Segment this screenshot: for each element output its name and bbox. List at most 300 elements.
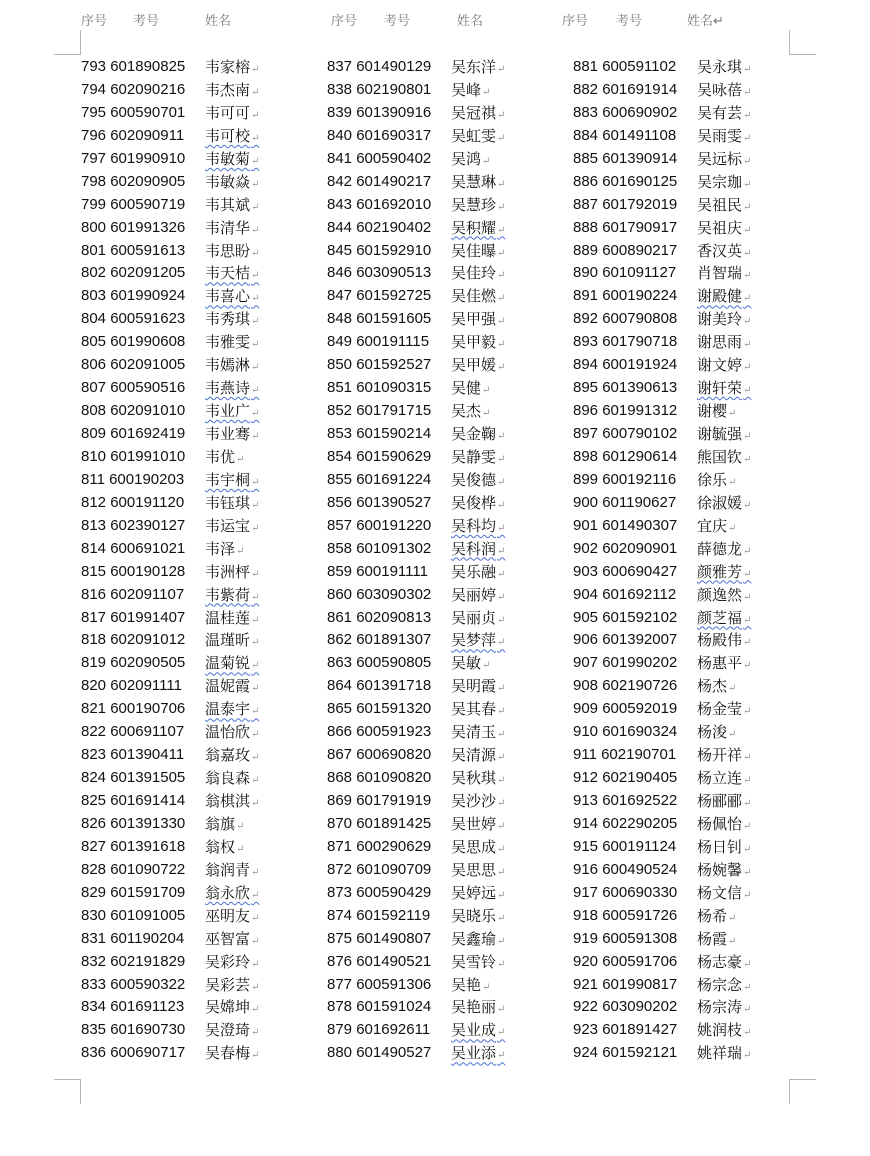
- seq-exam-number: 893 601790718: [573, 333, 678, 351]
- seq-exam-number: 868 601090820: [327, 769, 432, 787]
- seq-exam-number: 888 601790917: [573, 218, 678, 236]
- student-name: 韦业骞: [205, 425, 251, 443]
- student-name: 吴慧珍: [451, 195, 497, 214]
- seq-exam-number: 800 601991326: [81, 218, 186, 236]
- student-name: 韦敏菊: [205, 149, 251, 168]
- student-name: 吴俊桦: [451, 493, 497, 512]
- seq-exam-number: 903 600690427: [573, 562, 678, 580]
- paragraph-mark-icon: ↵: [251, 775, 260, 787]
- student-name: 韦清华: [205, 218, 251, 237]
- paragraph-mark-icon: ↵: [497, 683, 506, 695]
- student-name: 杨文信: [697, 883, 743, 902]
- student-name: 吴丽贞: [451, 608, 497, 627]
- paragraph-mark-icon: ↵: [497, 247, 506, 259]
- paragraph-mark-icon: ↵: [743, 637, 752, 649]
- paragraph-mark-icon: ↵: [251, 64, 260, 75]
- student-name: 杨立连: [697, 769, 743, 788]
- paragraph-mark-icon: ↵: [743, 224, 752, 236]
- student-name: 吴秋琪: [451, 769, 497, 788]
- student-name: 吴俊德: [451, 470, 497, 489]
- student-name: 吴梦萍: [451, 631, 497, 650]
- seq-exam-number: 835 601690730: [81, 1021, 186, 1039]
- paragraph-mark-icon: ↵: [251, 408, 260, 420]
- student-name: 谢殿健: [697, 287, 743, 306]
- paragraph-mark-icon: ↵: [743, 958, 752, 970]
- paragraph-mark-icon: ↵: [728, 935, 737, 947]
- paragraph-mark-icon: ↵: [497, 866, 506, 878]
- student-name: 翁永欣: [205, 883, 251, 902]
- paragraph-mark-icon: ↵: [251, 86, 260, 98]
- paragraph-mark-icon: ↵: [743, 453, 752, 465]
- student-name: 韦雅雯: [205, 333, 251, 352]
- student-name: 韦优: [205, 447, 236, 466]
- seq-exam-number: 846 603090513: [327, 264, 432, 282]
- student-name-cell: [697, 1042, 751, 1068]
- paragraph-mark-icon: ↵: [497, 178, 506, 190]
- paragraph-mark-icon: ↵: [497, 453, 506, 465]
- seq-exam-number: 807 600590516: [81, 379, 186, 397]
- paragraph-mark-icon: ↵: [251, 866, 260, 878]
- student-name: 翁旗: [205, 814, 236, 833]
- student-name: 韦运宝: [205, 516, 251, 535]
- paragraph-mark-icon: ↵: [251, 889, 260, 901]
- crop-mark-bottom-right: [789, 1079, 816, 1104]
- student-name: 吴春梅: [205, 1044, 251, 1063]
- paragraph-mark-icon: ↵: [743, 1004, 752, 1016]
- paragraph-mark-icon: ↵: [497, 591, 506, 603]
- paragraph-mark-icon: ↵: [497, 637, 506, 649]
- student-name: 杨志豪: [697, 952, 743, 971]
- seq-exam-number: 862 601891307: [327, 631, 432, 649]
- seq-exam-number: 808 602091010: [81, 402, 186, 420]
- student-name: 翁权: [205, 837, 236, 856]
- paragraph-mark-icon: ↵: [743, 1050, 752, 1062]
- paragraph-mark-icon: ↵: [497, 1027, 506, 1039]
- student-name: 韦可校: [205, 126, 251, 145]
- paragraph-mark-icon: ↵: [497, 224, 506, 236]
- seq-exam-number: 924 601592121: [573, 1044, 678, 1062]
- seq-exam-number: 838 602190801: [327, 80, 432, 98]
- student-name: 杨日钊: [697, 837, 743, 856]
- student-name: 吴清玉: [451, 723, 497, 742]
- seq-exam-number: 861 602090813: [327, 608, 432, 626]
- seq-exam-number: 836 600690717: [81, 1044, 186, 1062]
- paragraph-mark-icon: ↵: [743, 591, 752, 603]
- seq-exam-number: 889 600890217: [573, 241, 678, 259]
- seq-exam-number: 850 601592527: [327, 356, 432, 374]
- paragraph-mark-icon: ↵: [251, 568, 260, 580]
- student-name: 温桂莲: [205, 608, 251, 627]
- seq-exam-number: 892 600790808: [573, 310, 678, 328]
- seq-exam-number: 815 600190128: [81, 562, 186, 580]
- paragraph-mark-icon: ↵: [497, 568, 506, 580]
- student-name: 吴澄琦: [205, 1021, 251, 1040]
- paragraph-mark-icon: ↵: [251, 385, 260, 397]
- seq-exam-number: 853 601590214: [327, 425, 432, 442]
- seq-exam-number: 902 602090901: [573, 539, 678, 557]
- student-name: 吴艳: [451, 975, 482, 994]
- student-name: 温泰宇: [205, 700, 251, 719]
- student-name: 吴世婷: [451, 814, 497, 833]
- paragraph-mark-icon: ↵: [497, 339, 506, 351]
- seq-exam-number: 879 601692611: [327, 1021, 431, 1039]
- student-name: 杨殿伟: [697, 631, 743, 650]
- paragraph-mark-icon: ↵: [728, 522, 737, 534]
- seq-exam-number: 798 602090905: [81, 172, 186, 190]
- seq-exam-number: 864 601391718: [327, 677, 432, 695]
- student-name: 杨霞: [697, 929, 728, 948]
- paragraph-mark-icon: ↵: [497, 316, 506, 328]
- seq-exam-number: 880 601490527: [327, 1044, 432, 1062]
- paragraph-mark-icon: ↵: [251, 1027, 260, 1039]
- seq-exam-number: 809 601692419: [81, 425, 186, 442]
- paragraph-mark-icon: ↵: [743, 64, 752, 75]
- paragraph-mark-icon: ↵: [497, 201, 506, 213]
- student-name: 吴科润: [451, 539, 497, 558]
- paragraph-mark-icon: ↵: [497, 293, 506, 305]
- student-name-cell: [451, 1042, 505, 1068]
- header-name: 姓名↵: [687, 13, 724, 28]
- student-name: 吴业成: [451, 1021, 497, 1040]
- seq-exam-number: 822 600691107: [81, 723, 185, 741]
- paragraph-mark-icon: ↵: [743, 155, 752, 167]
- seq-exam-number: 860 603090302: [327, 585, 432, 603]
- paragraph-mark-icon: ↵: [743, 889, 752, 901]
- paragraph-mark-icon: ↵: [728, 729, 737, 741]
- seq-exam-number: 891 600190224: [573, 287, 678, 305]
- paragraph-mark-icon: ↵: [743, 660, 752, 672]
- student-name: 颜雅芳: [697, 562, 743, 581]
- paragraph-mark-icon: ↵: [743, 86, 752, 98]
- crop-mark-top-left: [54, 30, 81, 55]
- student-name: 吴雨雯: [697, 126, 743, 145]
- paragraph-mark-icon: ↵: [251, 247, 260, 259]
- student-name: 韦喜心: [205, 287, 251, 306]
- student-name: 巫明友: [205, 906, 251, 925]
- paragraph-mark-icon: ↵: [251, 109, 260, 121]
- paragraph-mark-icon: ↵: [251, 522, 260, 534]
- student-name: 徐乐: [697, 470, 728, 489]
- seq-exam-number: 841 600590402: [327, 149, 432, 167]
- seq-exam-number: 866 600591923: [327, 723, 432, 741]
- student-name: 吴思成: [451, 837, 497, 856]
- paragraph-mark-icon: ↵: [251, 132, 260, 144]
- paragraph-mark-icon: ↵: [497, 706, 506, 718]
- student-name-cell: [205, 1042, 259, 1068]
- seq-exam-number: 856 601390527: [327, 493, 432, 511]
- paragraph-mark-icon: ↵: [497, 1050, 506, 1062]
- student-name: 谢轩荣: [697, 379, 743, 398]
- seq-exam-number: 794 602090216: [81, 80, 186, 98]
- seq-exam-number: 828 601090722: [81, 860, 186, 878]
- student-name: 韦天桔: [205, 264, 251, 283]
- paragraph-mark-icon: ↵: [251, 431, 260, 442]
- student-name: 韦可可: [205, 103, 251, 122]
- student-name: 韦紫荷: [205, 585, 251, 604]
- seq-exam-number: 905 601592102: [573, 608, 678, 626]
- student-name: 杨宗念: [697, 975, 743, 994]
- student-name: 吴佳曝: [451, 241, 497, 260]
- student-name: 吴鑫瑜: [451, 929, 497, 948]
- student-name: 谢樱: [697, 402, 728, 421]
- paragraph-mark-icon: ↵: [482, 385, 491, 397]
- paragraph-mark-icon: ↵: [482, 86, 491, 98]
- seq-exam-number: 816 602091107: [81, 585, 185, 603]
- seq-exam-number: 863 600590805: [327, 654, 432, 672]
- student-name: 吴永琪: [697, 58, 743, 76]
- student-name: 杨婉馨: [697, 860, 743, 879]
- seq-exam-number: 877 600591306: [327, 975, 432, 993]
- seq-exam-number: 884 601491108: [573, 126, 677, 144]
- paragraph-mark-icon: ↵: [251, 339, 260, 351]
- seq-exam-number: 869 601791919: [327, 792, 432, 809]
- seq-exam-number: 914 602290205: [573, 814, 678, 832]
- student-name: 吴有芸: [697, 103, 743, 122]
- paragraph-mark-icon: ↵: [497, 798, 506, 809]
- paragraph-mark-icon: ↵: [251, 201, 260, 213]
- seq-exam-number: 900 601190627: [573, 493, 677, 511]
- seq-exam-number: 918 600591726: [573, 906, 678, 924]
- paragraph-mark-icon: ↵: [743, 706, 752, 718]
- seq-exam-number: 865 601591320: [327, 700, 432, 718]
- paragraph-mark-icon: ↵: [743, 270, 752, 282]
- student-name: 吴沙沙: [451, 792, 497, 810]
- seq-exam-number: 920 600591706: [573, 952, 678, 970]
- paragraph-mark-icon: ↵: [236, 453, 245, 465]
- student-name: 杨金莹: [697, 700, 743, 719]
- student-name: 吴明霞: [451, 677, 497, 696]
- seq-exam-number: 848 601591605: [327, 310, 432, 328]
- seq-exam-number: 820 602091111: [81, 677, 182, 695]
- seq-exam-number: 855 601691224: [327, 470, 432, 488]
- seq-exam-number: 913 601692522: [573, 792, 678, 809]
- student-name: 温怡欣: [205, 723, 251, 742]
- seq-exam-number: 834 601691123: [81, 998, 185, 1016]
- student-name: 吴静雯: [451, 447, 497, 466]
- student-name: 吴佳燃: [451, 287, 497, 306]
- student-name: 翁棋淇: [205, 792, 251, 810]
- paragraph-mark-icon: ↵: [251, 660, 260, 672]
- paragraph-mark-icon: ↵: [497, 912, 506, 924]
- paragraph-mark-icon: ↵: [497, 64, 506, 75]
- seq-exam-number: 909 600592019: [573, 700, 678, 718]
- student-name: 韦敏焱: [205, 172, 251, 191]
- student-name: 温瑾昕: [205, 631, 251, 650]
- seq-exam-number: 921 601990817: [573, 975, 678, 993]
- seq-exam-number: 894 600191924: [573, 356, 678, 374]
- paragraph-mark-icon: ↵: [497, 752, 506, 764]
- paragraph-mark-icon: ↵: [251, 798, 260, 809]
- crop-mark-top-right: [789, 30, 816, 55]
- student-name: 谢毓强: [697, 425, 743, 443]
- student-name: 杨佩怡: [697, 814, 743, 833]
- paragraph-mark-icon: ↵: [482, 408, 491, 420]
- seq-exam-number: 917 600690330: [573, 883, 678, 901]
- paragraph-mark-icon: ↵: [743, 866, 752, 878]
- student-name: 吴清源: [451, 746, 497, 765]
- paragraph-mark-icon: ↵: [251, 614, 260, 626]
- seq-exam-number: 874 601592119: [327, 906, 431, 924]
- paragraph-mark-icon: ↵: [743, 499, 752, 511]
- paragraph-mark-icon: ↵: [743, 178, 752, 190]
- paragraph-mark-icon: ↵: [236, 820, 245, 832]
- seq-exam-number: 871 600290629: [327, 837, 432, 855]
- seq-exam-number: 811 600190203: [81, 470, 185, 488]
- paragraph-mark-icon: ↵: [743, 247, 752, 259]
- paragraph-mark-icon: ↵: [497, 132, 506, 144]
- paragraph-mark-icon: ↵: [497, 935, 506, 947]
- paragraph-mark-icon: ↵: [482, 981, 491, 993]
- paragraph-mark-icon: ↵: [743, 385, 752, 397]
- student-name: 韦思盼: [205, 241, 251, 260]
- paragraph-mark-icon: ↵: [497, 958, 506, 970]
- seq-exam-number: 839 601390916: [327, 103, 432, 121]
- seq-exam-number: 870 601891425: [327, 814, 432, 832]
- student-name: 吴彩玲: [205, 952, 251, 971]
- paragraph-mark-icon: ↵: [251, 591, 260, 603]
- student-name: 翁嘉玫: [205, 746, 251, 765]
- seq-exam-number: 810 601991010: [81, 447, 186, 465]
- student-name: 吴峰: [451, 80, 482, 99]
- paragraph-mark-icon: ↵: [497, 843, 506, 855]
- paragraph-mark-icon: ↵: [251, 293, 260, 305]
- student-name: 宜庆: [697, 516, 728, 535]
- header-name: 姓名: [205, 13, 232, 28]
- paragraph-mark-icon: ↵: [728, 408, 737, 420]
- student-name: 颜逸然: [697, 585, 743, 604]
- paragraph-mark-icon: ↵: [251, 178, 260, 190]
- seq-exam-number: 799 600590719: [81, 195, 186, 213]
- student-name: 颜芝福: [697, 608, 743, 627]
- seq-exam-number: 824 601391505: [81, 769, 186, 787]
- seq-exam-number: 883 600690902: [573, 103, 678, 121]
- seq-exam-number: 923 601891427: [573, 1021, 678, 1039]
- student-name: 吴慧琳: [451, 172, 497, 191]
- student-name: 吴丽婷: [451, 585, 497, 604]
- seq-exam-number: 829 601591709: [81, 883, 186, 901]
- paragraph-mark-icon: ↵: [743, 614, 752, 626]
- seq-exam-number: 882 601691914: [573, 80, 678, 98]
- seq-exam-number: 797 601990910: [81, 149, 186, 167]
- student-name: 谢美玲: [697, 310, 743, 329]
- paragraph-mark-icon: ↵: [482, 155, 491, 167]
- header-exam: 考号: [616, 13, 643, 28]
- seq-exam-number: 898 601290614: [573, 447, 678, 465]
- student-name: 吴杰: [451, 402, 482, 421]
- student-name: 吴东洋: [451, 58, 497, 76]
- seq-exam-number: 890 601091127: [573, 264, 677, 282]
- seq-exam-number: 908 602190726: [573, 677, 678, 695]
- seq-exam-number: 915 600191124: [573, 837, 677, 855]
- student-name: 徐淑媛: [697, 493, 743, 512]
- seq-exam-number: 922 603090202: [573, 998, 678, 1016]
- header-seq: 序号: [331, 13, 358, 28]
- seq-exam-number: 912 602190405: [573, 769, 678, 787]
- paragraph-mark-icon: ↵: [251, 935, 260, 947]
- seq-exam-number: 840 601690317: [327, 126, 432, 144]
- seq-exam-number: 875 601490807: [327, 929, 432, 947]
- seq-exam-number: 843 601692010: [327, 195, 432, 213]
- student-name: 杨希: [697, 906, 728, 925]
- paragraph-mark-icon: ↵: [251, 362, 260, 374]
- student-name: 韦杰南: [205, 80, 251, 99]
- seq-exam-number: 857 600191220: [327, 516, 432, 534]
- seq-exam-number: 845 601592910: [327, 241, 432, 259]
- student-name: 吴宗珈: [697, 172, 743, 191]
- student-name: 肖智瑞: [697, 264, 743, 283]
- paragraph-mark-icon: ↵: [251, 752, 260, 764]
- seq-exam-number: 910 601690324: [573, 723, 678, 741]
- student-name: 吴远标: [697, 149, 743, 168]
- student-name: 吴佳玲: [451, 264, 497, 283]
- seq-exam-number: 842 601490217: [327, 172, 432, 190]
- seq-exam-number: 852 601791715: [327, 402, 432, 420]
- header-seq: 序号: [81, 13, 108, 28]
- seq-exam-number: 806 602091005: [81, 356, 186, 374]
- paragraph-mark-icon: ↵: [236, 545, 245, 557]
- paragraph-mark-icon: ↵: [251, 1050, 260, 1062]
- seq-exam-number: 854 601590629: [327, 447, 432, 465]
- paragraph-mark-icon: ↵: [743, 362, 752, 374]
- student-name: 薛德龙: [697, 539, 743, 558]
- paragraph-mark-icon: ↵: [728, 476, 737, 488]
- paragraph-mark-icon: ↵: [743, 820, 752, 832]
- student-name: 谢文婷: [697, 356, 743, 375]
- seq-exam-number: 876 601490521: [327, 952, 432, 970]
- student-name: 吴嫦坤: [205, 998, 251, 1017]
- student-name: 吴甲强: [451, 310, 497, 329]
- student-name: 韦秀琪: [205, 310, 251, 329]
- seq-exam-number: 849 600191115: [327, 333, 430, 351]
- seq-exam-number: 899 600192116: [573, 470, 677, 488]
- student-name: 吴金鞠: [451, 425, 497, 443]
- student-name: 熊国钦: [697, 447, 743, 466]
- seq-exam-number: 812 600191120: [81, 493, 185, 511]
- student-name: 吴甲媛: [451, 356, 497, 375]
- student-name: 韦泽: [205, 539, 236, 558]
- student-name: 吴乐融: [451, 562, 497, 581]
- header-seq: 序号: [562, 13, 589, 28]
- paragraph-mark-icon: ↵: [251, 637, 260, 649]
- paragraph-mark-icon: ↵: [743, 109, 752, 121]
- student-name: 吴敏: [451, 654, 482, 673]
- seq-exam-number: 906 601392007: [573, 631, 678, 649]
- seq-exam-number: 814 600691021: [81, 539, 186, 557]
- seq-exam-number: 826 601391330: [81, 814, 186, 832]
- student-name: 杨开祥: [697, 746, 743, 765]
- student-name: 吴婷远: [451, 883, 497, 902]
- student-name: 杨惠平: [697, 654, 743, 673]
- seq-exam-number: 904 601692112: [573, 585, 677, 603]
- seq-exam-number: 817 601991407: [81, 608, 186, 626]
- seq-exam-number: 825 601691414: [81, 792, 186, 809]
- seq-exam-number: 795 600590701: [81, 103, 186, 121]
- paragraph-mark-icon: ↵: [743, 798, 752, 809]
- student-name: 吴艳丽: [451, 998, 497, 1017]
- seq-exam-number: 858 601091302: [327, 539, 432, 557]
- student-name: 吴科均: [451, 516, 497, 535]
- student-name: 吴晓乐: [451, 906, 497, 925]
- paragraph-mark-icon: ↵: [497, 614, 506, 626]
- student-name: 吴积耀: [451, 218, 497, 237]
- paragraph-mark-icon: ↵: [251, 316, 260, 328]
- paragraph-mark-icon: ↵: [497, 109, 506, 121]
- paragraph-mark-icon: ↵: [497, 889, 506, 901]
- student-name: 温妮霞: [205, 677, 251, 696]
- seq-exam-number: 896 601991312: [573, 402, 678, 420]
- seq-exam-number: 844 602190402: [327, 218, 432, 236]
- seq-exam-number: 873 600590429: [327, 883, 432, 901]
